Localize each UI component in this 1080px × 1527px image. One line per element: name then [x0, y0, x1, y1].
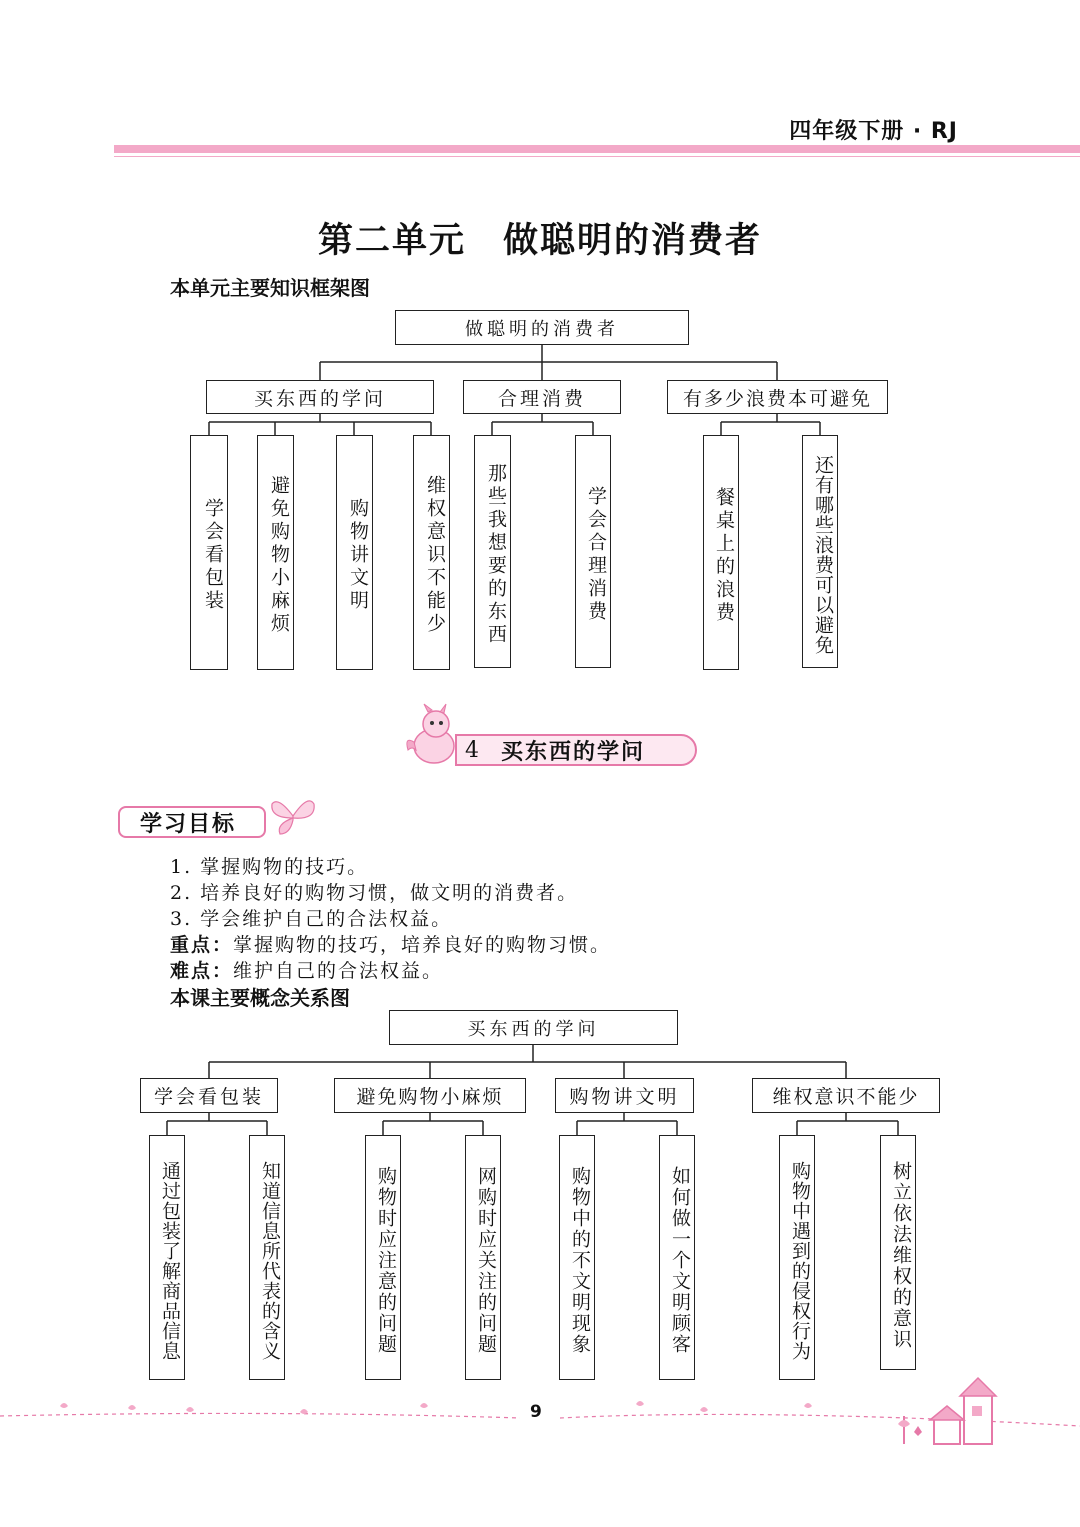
concept-leaf: 购物中的不文明现象	[559, 1135, 595, 1380]
framework-leaf: 购物讲文明	[336, 435, 373, 670]
difficulty-label: 难点：	[170, 960, 234, 982]
concept-root: 买东西的学问	[389, 1010, 678, 1045]
concept-branch-3: 购物讲文明	[555, 1078, 694, 1113]
grade-label: 四年级下册 · RJ	[789, 119, 958, 144]
concept-leaf: 网购时应关注的问题	[465, 1135, 501, 1380]
framework-leaf: 还有哪些浪费可以避免	[802, 435, 838, 668]
concept-branch-2: 避免购物小麻烦	[334, 1078, 526, 1113]
framework-heading: 本单元主要知识框架图	[170, 276, 370, 300]
goals-tag: 学习目标	[118, 806, 266, 838]
lesson-banner	[455, 734, 697, 766]
concept-leaf: 知道信息所代表的含义	[249, 1135, 285, 1380]
framework-leaf: 那些我想要的东西	[474, 435, 511, 668]
goal-item: 3. 学会维护自己的合法权益。	[170, 908, 453, 930]
concept-branch-4: 维权意识不能少	[752, 1078, 940, 1113]
framework-branch-1: 买东西的学问	[206, 380, 434, 414]
concept-leaf: 通过包装了解商品信息	[149, 1135, 185, 1380]
key-point-label: 重点：	[170, 934, 234, 956]
framework-leaf: 避免购物小麻烦	[257, 435, 294, 670]
framework-branch-2: 合理消费	[463, 380, 621, 414]
framework-branch-3: 有多少浪费本可避免	[667, 380, 888, 414]
framework-leaf: 餐桌上的浪费	[703, 435, 739, 670]
goal-item: 1. 掌握购物的技巧。	[170, 856, 369, 878]
concept-leaf: 树立依法维权的意识	[880, 1135, 916, 1370]
butterfly-icon	[268, 794, 318, 838]
house-decoration-icon	[894, 1376, 1004, 1448]
framework-leaf: 学会看包装	[190, 435, 228, 670]
lesson-number: 4	[465, 737, 479, 763]
dragon-mascot-icon	[402, 702, 462, 768]
lesson-title: 买东西的学问	[501, 739, 646, 765]
concept-leaf: 购物时应注意的问题	[365, 1135, 401, 1380]
concept-leaf: 如何做一个文明顾客	[659, 1135, 695, 1380]
framework-leaf: 维权意识不能少	[413, 435, 450, 670]
framework-leaf: 学会合理消费	[575, 435, 611, 668]
concept-heading: 本课主要概念关系图	[170, 986, 350, 1010]
goal-item: 2. 培养良好的购物习惯，做文明的消费者。	[170, 882, 579, 904]
framework-root: 做聪明的消费者	[395, 310, 689, 345]
difficulty-point: 难点：维护自己的合法权益。	[170, 960, 444, 982]
key-point: 重点：掌握购物的技巧，培养良好的购物习惯。	[170, 934, 612, 956]
concept-leaf: 购物中遇到的侵权行为	[779, 1135, 815, 1380]
page-number: 9	[530, 1402, 542, 1422]
unit-title: 第二单元 做聪明的消费者	[317, 220, 762, 261]
concept-branch-1: 学会看包装	[140, 1078, 278, 1113]
